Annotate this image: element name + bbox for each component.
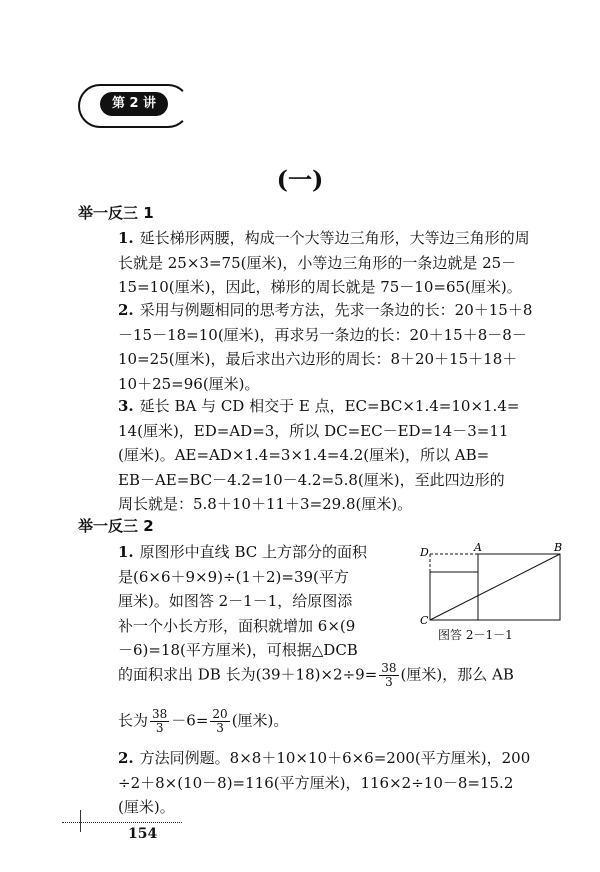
label-c: C [420,614,429,627]
answer-2-1 [118,540,418,663]
answer-2-1-cont [118,662,558,689]
text-line: 延长 BA 与 CD 相交于 E 点，EC=BC×1.4=10×1.4= [139,397,520,415]
text-line: 周长就是：5.8＋10＋11＋3=29.8(厘米)。 [118,495,413,513]
item-number: 2. [118,749,134,767]
heading-1: 举一反三 1 [78,204,154,222]
text-line: 采用与例题相同的思考方法，先求一条边的长：20＋15＋8 [139,301,533,319]
item-number: 1. [118,229,134,247]
item-number: 3. [118,397,134,415]
text-line: (厘米)。 [118,798,175,816]
label-b: B [554,542,563,554]
large-square [478,554,560,620]
fraction-20-3 [210,708,229,735]
answer-2-1-cont2 [118,708,558,735]
answer-2-2 [118,746,578,820]
text-line: －6= [171,711,209,730]
heading-2: 举一反三 2 [78,517,154,535]
denominator: 3 [155,721,164,735]
text-line: 是(6×6＋9×9)÷(1＋2)=39(平方 [118,567,349,586]
text-line: (厘米)。 [231,711,289,730]
text-line: 方法同例题。8×8＋10×10＋6×6=200(平方厘米)，200 [139,749,531,767]
fraction-38-3 [150,708,169,735]
text-line: 15=10(厘米)，因此，梯形的周长就是 75－10=65(厘米)。 [118,278,522,296]
answer-1-3 [118,394,558,517]
text-line: 补一个小长方形，面积就增加 6×(9 [118,616,356,635]
text-line: ÷2＋8×(10－8)=116(平方厘米)，116×2÷10－8=15.2 [118,773,514,792]
numerator: 20 [212,707,228,721]
diagonal-line [430,554,560,620]
label-d: D [420,546,429,559]
text-line: －15－18=10(厘米)，再求另一条边的长：20＋15＋8－8－ [118,325,527,344]
text-line: －6)=18(平方厘米)，可根据△DCB [118,641,358,659]
text-line: EB－AE=BC－4.2=10－4.2=5.8(厘米)，至此四边形的 [118,470,505,489]
label-a: A [474,542,482,554]
text-line: (厘米)，那么 AB [400,665,514,684]
text-line: 10=25(厘米)，最后求出六边形的周长：8＋20＋15＋18＋ [118,350,518,368]
lesson-badge [78,82,198,126]
text-line: 长为 [118,711,149,730]
fraction-38-3 [379,662,398,689]
answer-1-2 [118,298,558,396]
text-line: 的面积求出 DB 长为(39＋18)×2÷9= [118,665,378,684]
item-number: 2. [118,301,134,319]
page-number: 154 [128,826,158,842]
text-line: 长就是 25×3=75(厘米)，小等边三角形的一条边就是 25－ [118,253,517,272]
numerator: 38 [152,707,168,721]
answer-1-1 [118,226,558,300]
denominator: 3 [216,721,224,735]
text-line: 厘米)。如图答 2－1－1，给原图添 [118,592,353,610]
numerator: 38 [381,661,397,675]
text-line: 延长梯形两腰，构成一个大等边三角形，大等边三角形的周 [139,229,530,247]
footer-mark [80,810,81,832]
figure-caption: 图答 2－1－1 [438,628,513,642]
text-line: 14(厘米)，ED=AD=3，所以 DC=EC－ED=14－3=11 [118,421,509,440]
small-square [430,572,478,620]
text-line: (厘米)。AE=AD×1.4=3×1.4=4.2(厘米)，所以 AB= [118,446,490,464]
text-line: 原图形中直线 BC 上方部分的面积 [139,543,367,561]
section-title: (一) [276,165,324,194]
badge-label: 第 2 讲 [100,92,168,116]
denominator: 3 [385,675,393,689]
text-line: 10＋25=96(厘米)。 [118,374,260,393]
item-number: 1. [118,543,134,561]
